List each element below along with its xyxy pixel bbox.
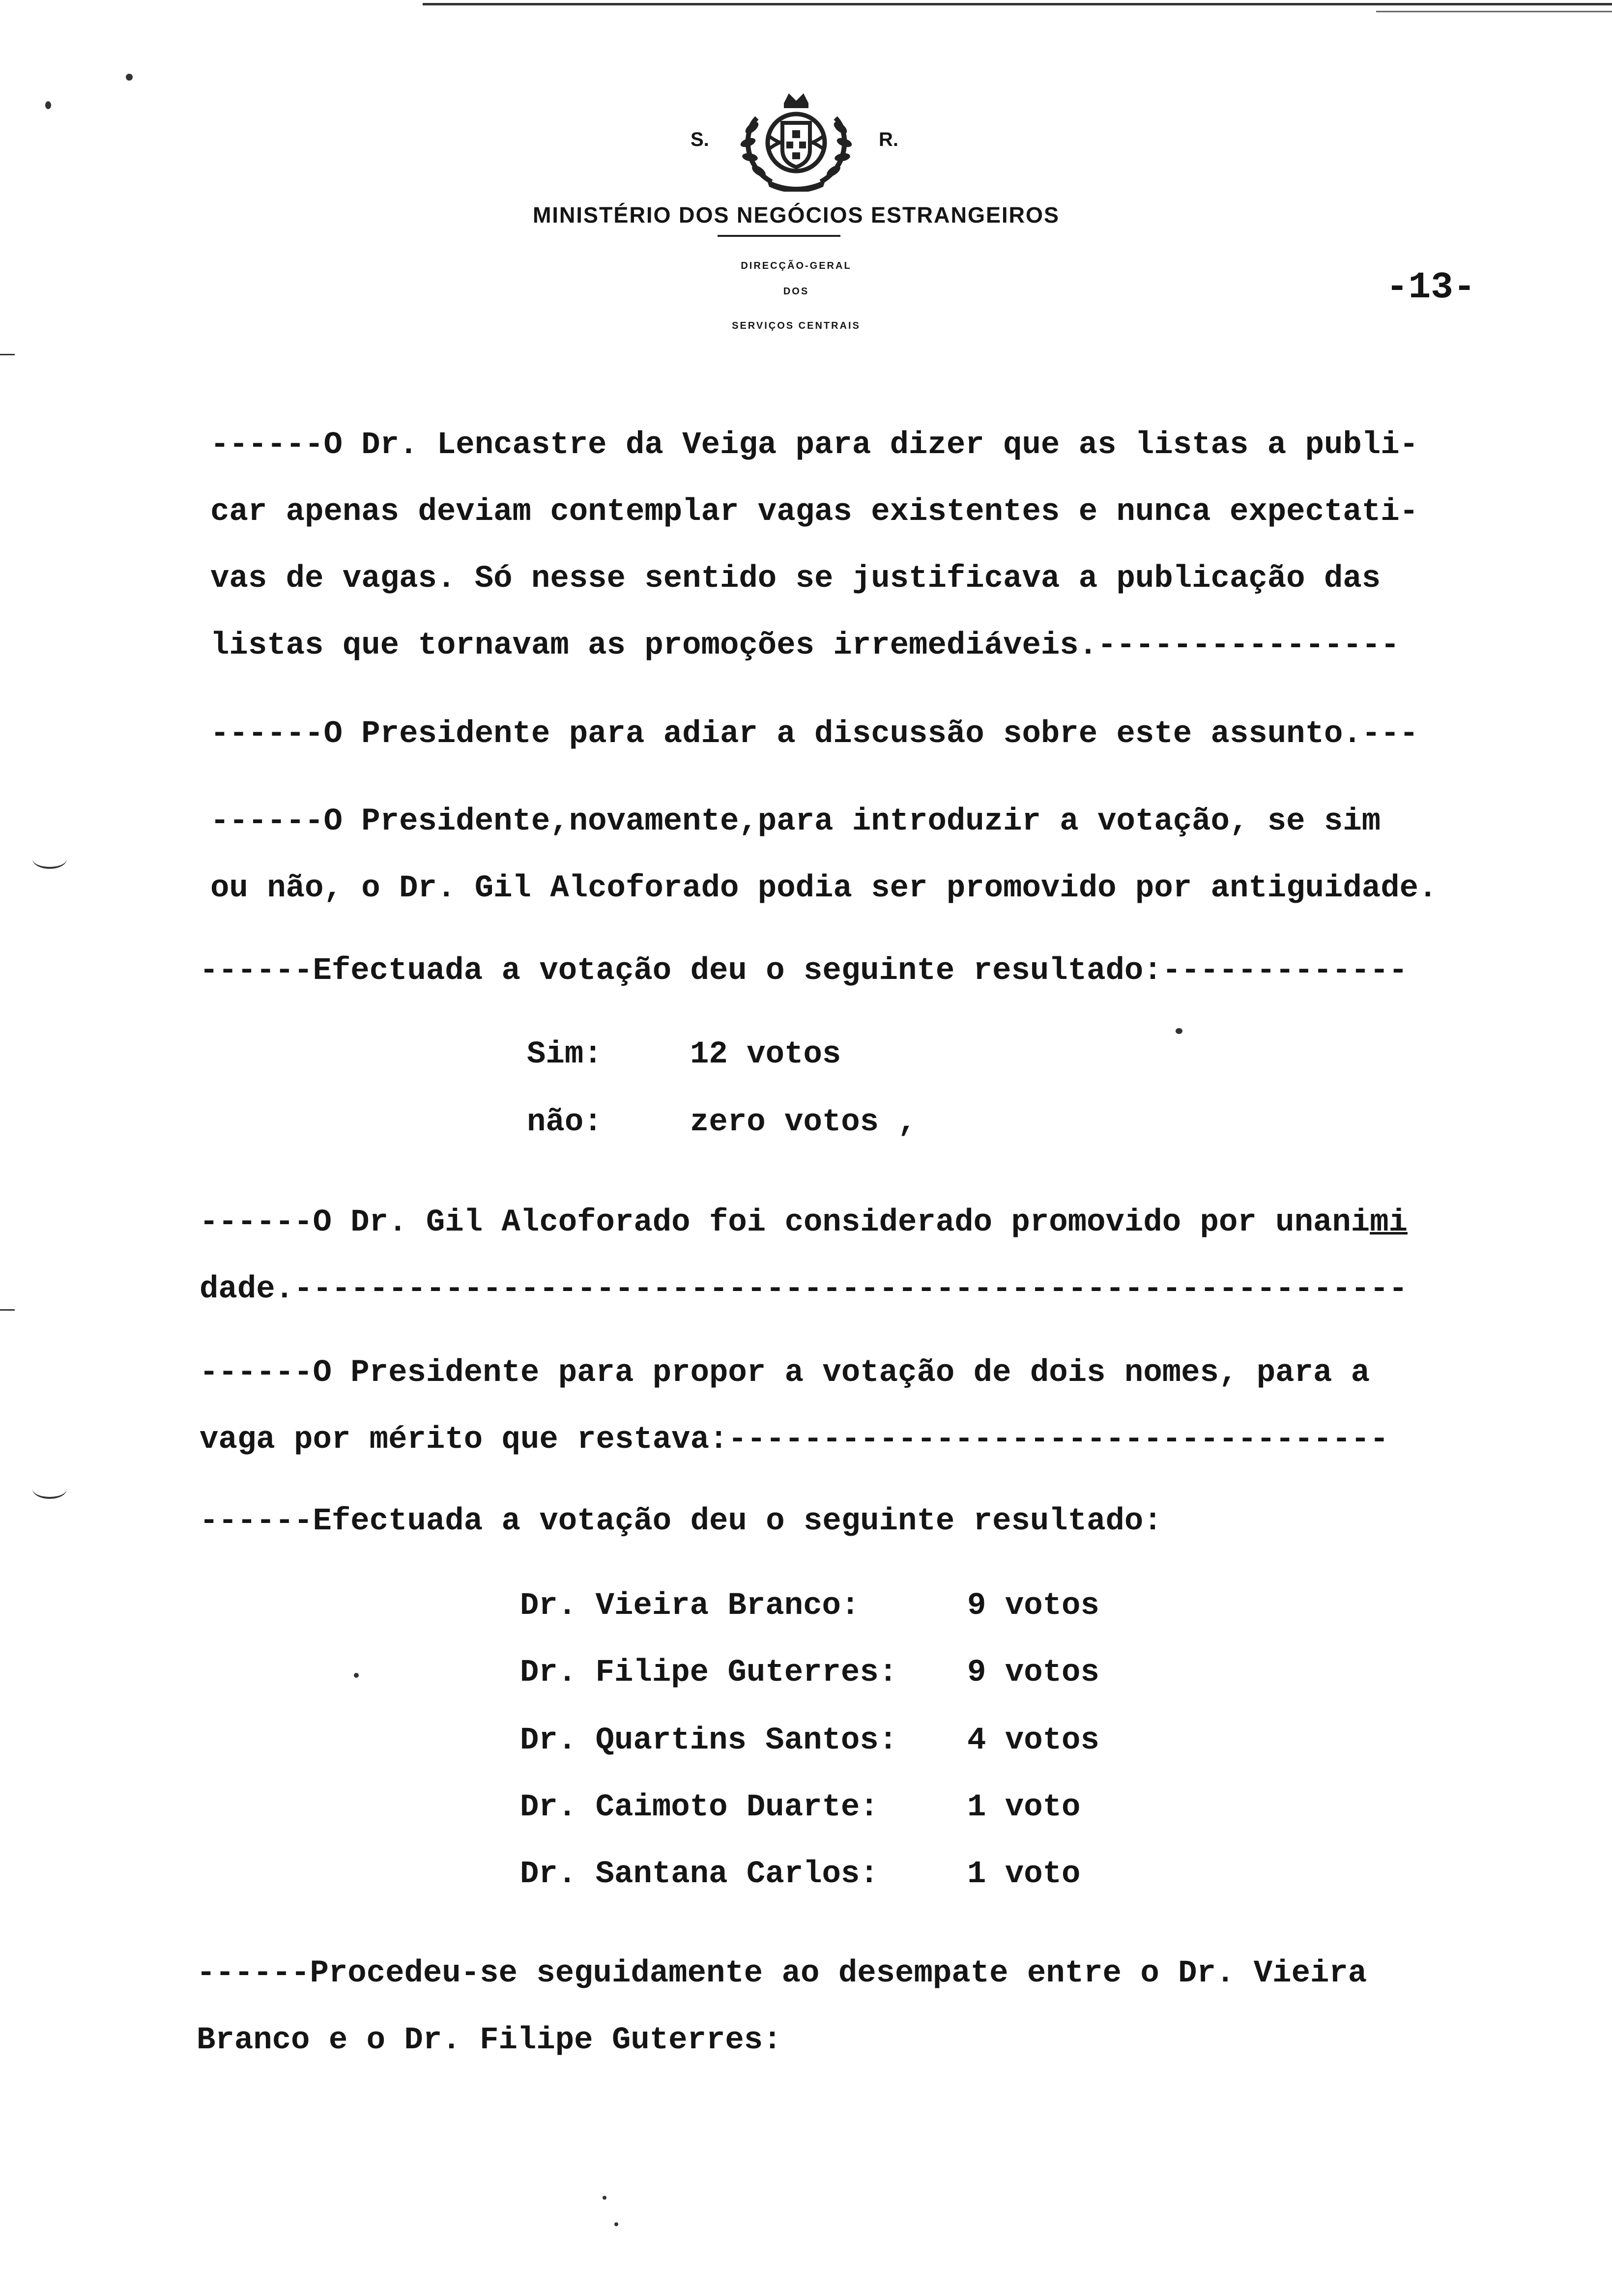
text-line — [200, 1205, 1408, 1240]
top-border-line-secondary — [1376, 11, 1612, 12]
candidate-votes: 4 votos — [967, 1723, 1099, 1758]
text-line: dade.----------------------------------------------------------- — [200, 1272, 1408, 1307]
text-line: ------Efectuada a votação deu o seguinte resultado:------------- — [200, 953, 1408, 989]
margin-tick — [0, 1309, 15, 1311]
text-segment: ------O Dr. Gil Alcoforado foi considerado promovido por unani — [200, 1205, 1370, 1240]
scan-speck — [45, 101, 51, 109]
coat-of-arms-icon — [737, 88, 855, 192]
letterhead-right-mark: R. — [879, 129, 898, 150]
letterhead-subtitle-2: DOS — [783, 286, 809, 297]
vote-value: zero votos , — [690, 1105, 917, 1140]
scan-speck — [614, 2222, 618, 2226]
text-line: ------Procedeu-se seguidamente ao desempate entre o Dr. Vieira — [197, 1956, 1367, 1991]
text-line: vas de vagas. Só nesse sentido se justificava a publicação das — [210, 561, 1381, 597]
letterhead-subtitle-1: DIRECÇÃO-GERAL — [741, 260, 852, 271]
text-line: ------O Presidente para propor a votação de dois nomes, para a — [200, 1355, 1370, 1391]
margin-tick — [0, 354, 15, 355]
candidate-votes: 9 votos — [967, 1588, 1099, 1624]
underlined-text: mi — [1370, 1205, 1408, 1240]
text-line: ------O Presidente,novamente,para introduzir a votação, se sim — [210, 804, 1381, 839]
scan-speck — [126, 74, 133, 81]
candidate-name: Dr. Caimoto Duarte: — [520, 1790, 879, 1825]
text-line: ou não, o Dr. Gil Alcoforado podia ser promovido por antiguidade. — [210, 871, 1438, 906]
text-line: ------O Dr. Lencastre da Veiga para dizer que as listas a publi- — [210, 428, 1418, 463]
candidate-name: Dr. Santana Carlos: — [520, 1857, 879, 1892]
letterhead-left-mark: S. — [691, 129, 709, 150]
text-line: listas que tornavam as promoções irremediáveis.---------------- — [210, 628, 1400, 663]
candidate-name: Dr. Vieira Branco: — [520, 1588, 860, 1624]
text-line: Branco e o Dr. Filipe Guterres: — [197, 2023, 782, 2058]
scan-speck — [603, 2196, 606, 2200]
letterhead-subtitle-3: SERVIÇOS CENTRAIS — [732, 320, 861, 331]
candidate-name: Dr. Filipe Guterres: — [520, 1655, 898, 1691]
text-line: car apenas deviam contemplar vagas existentes e nunca expectati- — [210, 494, 1418, 530]
candidate-votes: 9 votos — [967, 1655, 1099, 1691]
text-line: ------O Presidente para adiar a discussão sobre este assunto.--- — [210, 717, 1418, 752]
page-number: -13- — [1386, 266, 1476, 309]
scan-speck — [354, 1673, 359, 1678]
margin-mark — [32, 849, 67, 869]
candidate-votes: 1 voto — [967, 1857, 1081, 1892]
scan-speck — [1176, 1028, 1182, 1034]
candidate-votes: 1 voto — [967, 1790, 1081, 1825]
text-line: vaga por mérito que restava:----------------------------------- — [200, 1422, 1389, 1458]
candidate-name: Dr. Quartins Santos: — [520, 1723, 898, 1758]
text-line: ------Efectuada a votação deu o seguinte resultado: — [200, 1504, 1162, 1539]
ministry-name: MINISTÉRIO DOS NEGÓCIOS ESTRANGEIROS — [532, 202, 1060, 228]
vote-value: 12 votos — [690, 1037, 841, 1072]
letterhead-divider — [718, 235, 840, 237]
top-border-line — [423, 3, 1612, 5]
vote-label: não: — [527, 1105, 603, 1140]
vote-label: Sim: — [527, 1037, 603, 1072]
margin-mark — [32, 1479, 67, 1499]
